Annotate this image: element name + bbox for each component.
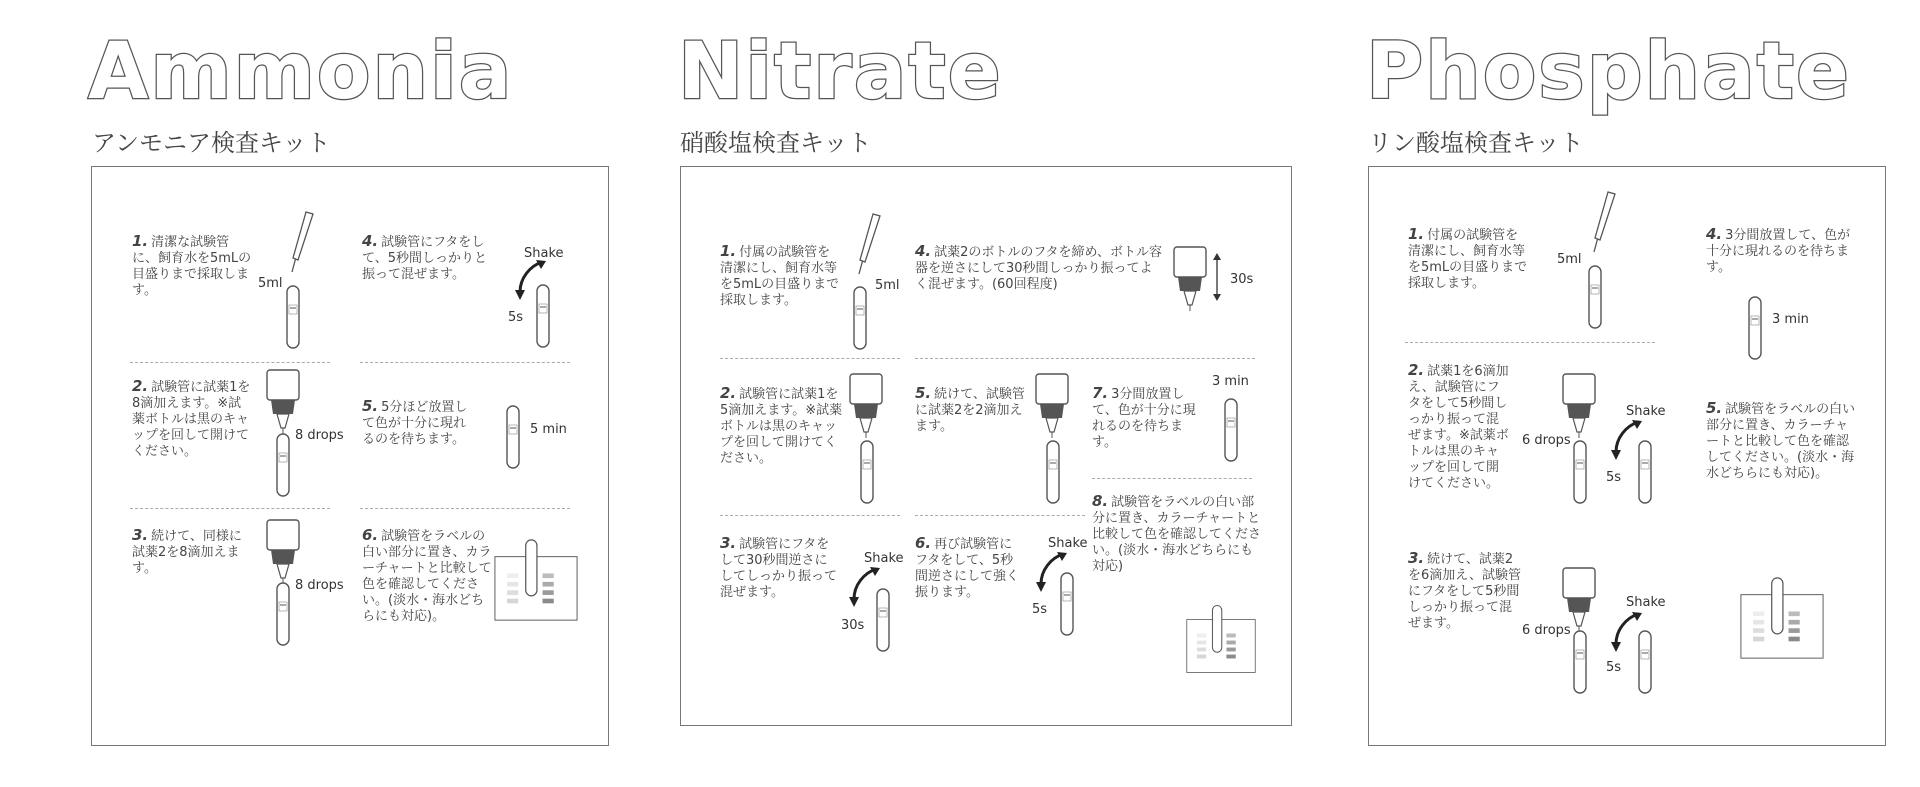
shake-time-label: 5s	[1606, 470, 1622, 485]
divider	[915, 515, 1085, 516]
drops-label: 6 drops	[1522, 623, 1571, 638]
step-3: 3. 続けて、試薬2を6滴加え、試験管にフタをして5秒間しっかり振って混ぜます。	[1408, 549, 1522, 631]
volume-label: 5ml	[1557, 252, 1582, 267]
test-tube-icon	[1638, 440, 1652, 504]
shake-label: Shake	[524, 246, 564, 261]
step-6: 6. 試験管をラベルの白い部分に置き、カラーチャートと比較して色を確認してください。(淡水・海水どちらにも対応)。	[362, 526, 492, 624]
divider	[130, 362, 330, 363]
test-tube-icon	[506, 405, 520, 469]
kit-title: Ammonia	[88, 27, 514, 117]
reagent-bottle-2-icon	[1034, 372, 1070, 442]
shake-time-label: 30s	[841, 618, 865, 633]
step-7: 7. 3分間放置して、色が十分に現れるのを待ちます。	[1092, 384, 1196, 450]
step-3: 3. 試験管にフタをして30秒間逆さにしてしっかり振って混ぜます。	[720, 534, 838, 600]
reagent-bottle-1-icon	[848, 372, 884, 442]
test-tube-icon	[1573, 440, 1587, 504]
kit-subtitle: リン酸塩検査キット	[1368, 129, 1584, 157]
step-6: 6. 再び試験管にフタをして、5秒間逆さにして強く振ります。	[915, 534, 1020, 600]
test-tube-icon	[276, 433, 290, 497]
test-tube-icon	[860, 440, 874, 504]
test-tube-icon	[1588, 265, 1602, 329]
color-chart-icon	[494, 530, 578, 630]
test-tube-icon	[1638, 630, 1652, 694]
test-tube-icon	[1573, 630, 1587, 694]
divider	[1405, 342, 1655, 343]
step-2: 2. 試験管に試薬1を5滴加えます。※試薬ボトルは黒のキャップを回して開けてください。	[720, 384, 843, 466]
step-1: 1. 付属の試験管を清潔にし、飼育水等を5mLの目盛りまで採取します。	[720, 242, 840, 308]
dropper-icon	[1588, 190, 1628, 270]
kit-title: Nitrate	[678, 27, 1003, 117]
color-chart-icon	[1740, 568, 1824, 668]
shake-label: Shake	[1048, 536, 1088, 551]
wait-time-label: 3 min	[1212, 374, 1249, 389]
test-tube-icon	[876, 588, 890, 652]
divider	[720, 515, 900, 516]
step-4: 4. 3分間放置して、色が十分に現れるのを待ちます。	[1706, 225, 1851, 275]
divider	[915, 358, 1255, 359]
step-4: 4. 試薬2のボトルのフタを締め、ボトル容器を逆さにして30秒間しっかり振ってよく混ぜます。(60回程度)	[915, 242, 1162, 292]
step-2: 2. 試験管に試薬1を8滴加えます。※試薬ボトルは黒のキャップを回して開けてください。	[132, 377, 251, 459]
shake-time-label: 5s	[1606, 660, 1622, 675]
wait-time-label: 3 min	[1772, 312, 1809, 327]
drops-label: 6 drops	[1522, 433, 1571, 448]
test-tube-icon	[1748, 296, 1762, 360]
step-3: 3. 続けて、同様に試薬2を8滴加えます。	[132, 526, 242, 576]
reagent-bottle-2-icon	[1172, 242, 1208, 318]
test-tube-icon	[276, 582, 290, 646]
kit-subtitle: アンモニア検査キット	[92, 129, 331, 157]
wait-time-label: 5 min	[530, 422, 567, 437]
divider	[130, 508, 330, 509]
bottle-shake-time-label: 30s	[1230, 272, 1254, 287]
divider	[720, 358, 900, 359]
step-5: 5. 試験管をラベルの白い部分に置き、カラーチャートと比較して色を確認してください。(淡水・海水どちらにも対応)。	[1706, 399, 1856, 481]
dropper-icon	[286, 210, 326, 290]
step-8: 8. 試験管をラベルの白い部分に置き、カラーチャートと比較して色を確認してください。(淡水・海水どちらにも対応)	[1092, 492, 1262, 574]
volume-label: 5ml	[258, 276, 283, 291]
reagent-bottle-1-icon	[1561, 372, 1597, 442]
shake-label: Shake	[1626, 404, 1666, 419]
test-tube-icon	[1060, 572, 1074, 636]
test-tube-icon	[286, 285, 300, 349]
test-tube-icon	[1224, 398, 1238, 462]
drops-label: 8 drops	[295, 578, 344, 593]
divider	[1092, 478, 1252, 479]
shake-label: Shake	[1626, 595, 1666, 610]
volume-label: 5ml	[875, 278, 900, 293]
test-tube-icon	[536, 284, 550, 348]
step-4: 4. 試験管にフタをして、5秒間しっかりと振って混ぜます。	[362, 232, 488, 282]
divider	[360, 362, 570, 363]
step-2: 2. 試薬1を6滴加え、試験管にフタをして5秒間しっかり振って混ぜます。※試薬ボトルは黒のキャップを回して開けてください。	[1408, 361, 1509, 491]
step-5: 5. 続けて、試験管に試薬2を2滴加えます。	[915, 384, 1025, 434]
test-tube-icon	[853, 286, 867, 350]
drops-label: 8 drops	[295, 428, 344, 443]
step-1: 1. 付属の試験管を清潔にし、飼育水等を5mLの目盛りまで採取します。	[1408, 225, 1528, 291]
kit-title: Phosphate	[1366, 27, 1851, 117]
kit-subtitle: 硝酸塩検査キット	[680, 129, 872, 157]
step-5: 5. 5分ほど放置して色が十分に現れるのを待ちます。	[362, 397, 468, 447]
shake-time-label: 5s	[508, 310, 524, 325]
shake-label: Shake	[864, 551, 904, 566]
test-tube-icon	[1046, 440, 1060, 504]
divider	[360, 508, 570, 509]
shake-time-label: 5s	[1032, 602, 1048, 617]
color-chart-icon	[1186, 598, 1256, 680]
step-1: 1. 清潔な試験管に、飼育水を5mLの目盛りまで採取します。	[132, 232, 252, 298]
shake-vertical-arrow-icon	[1212, 252, 1222, 302]
